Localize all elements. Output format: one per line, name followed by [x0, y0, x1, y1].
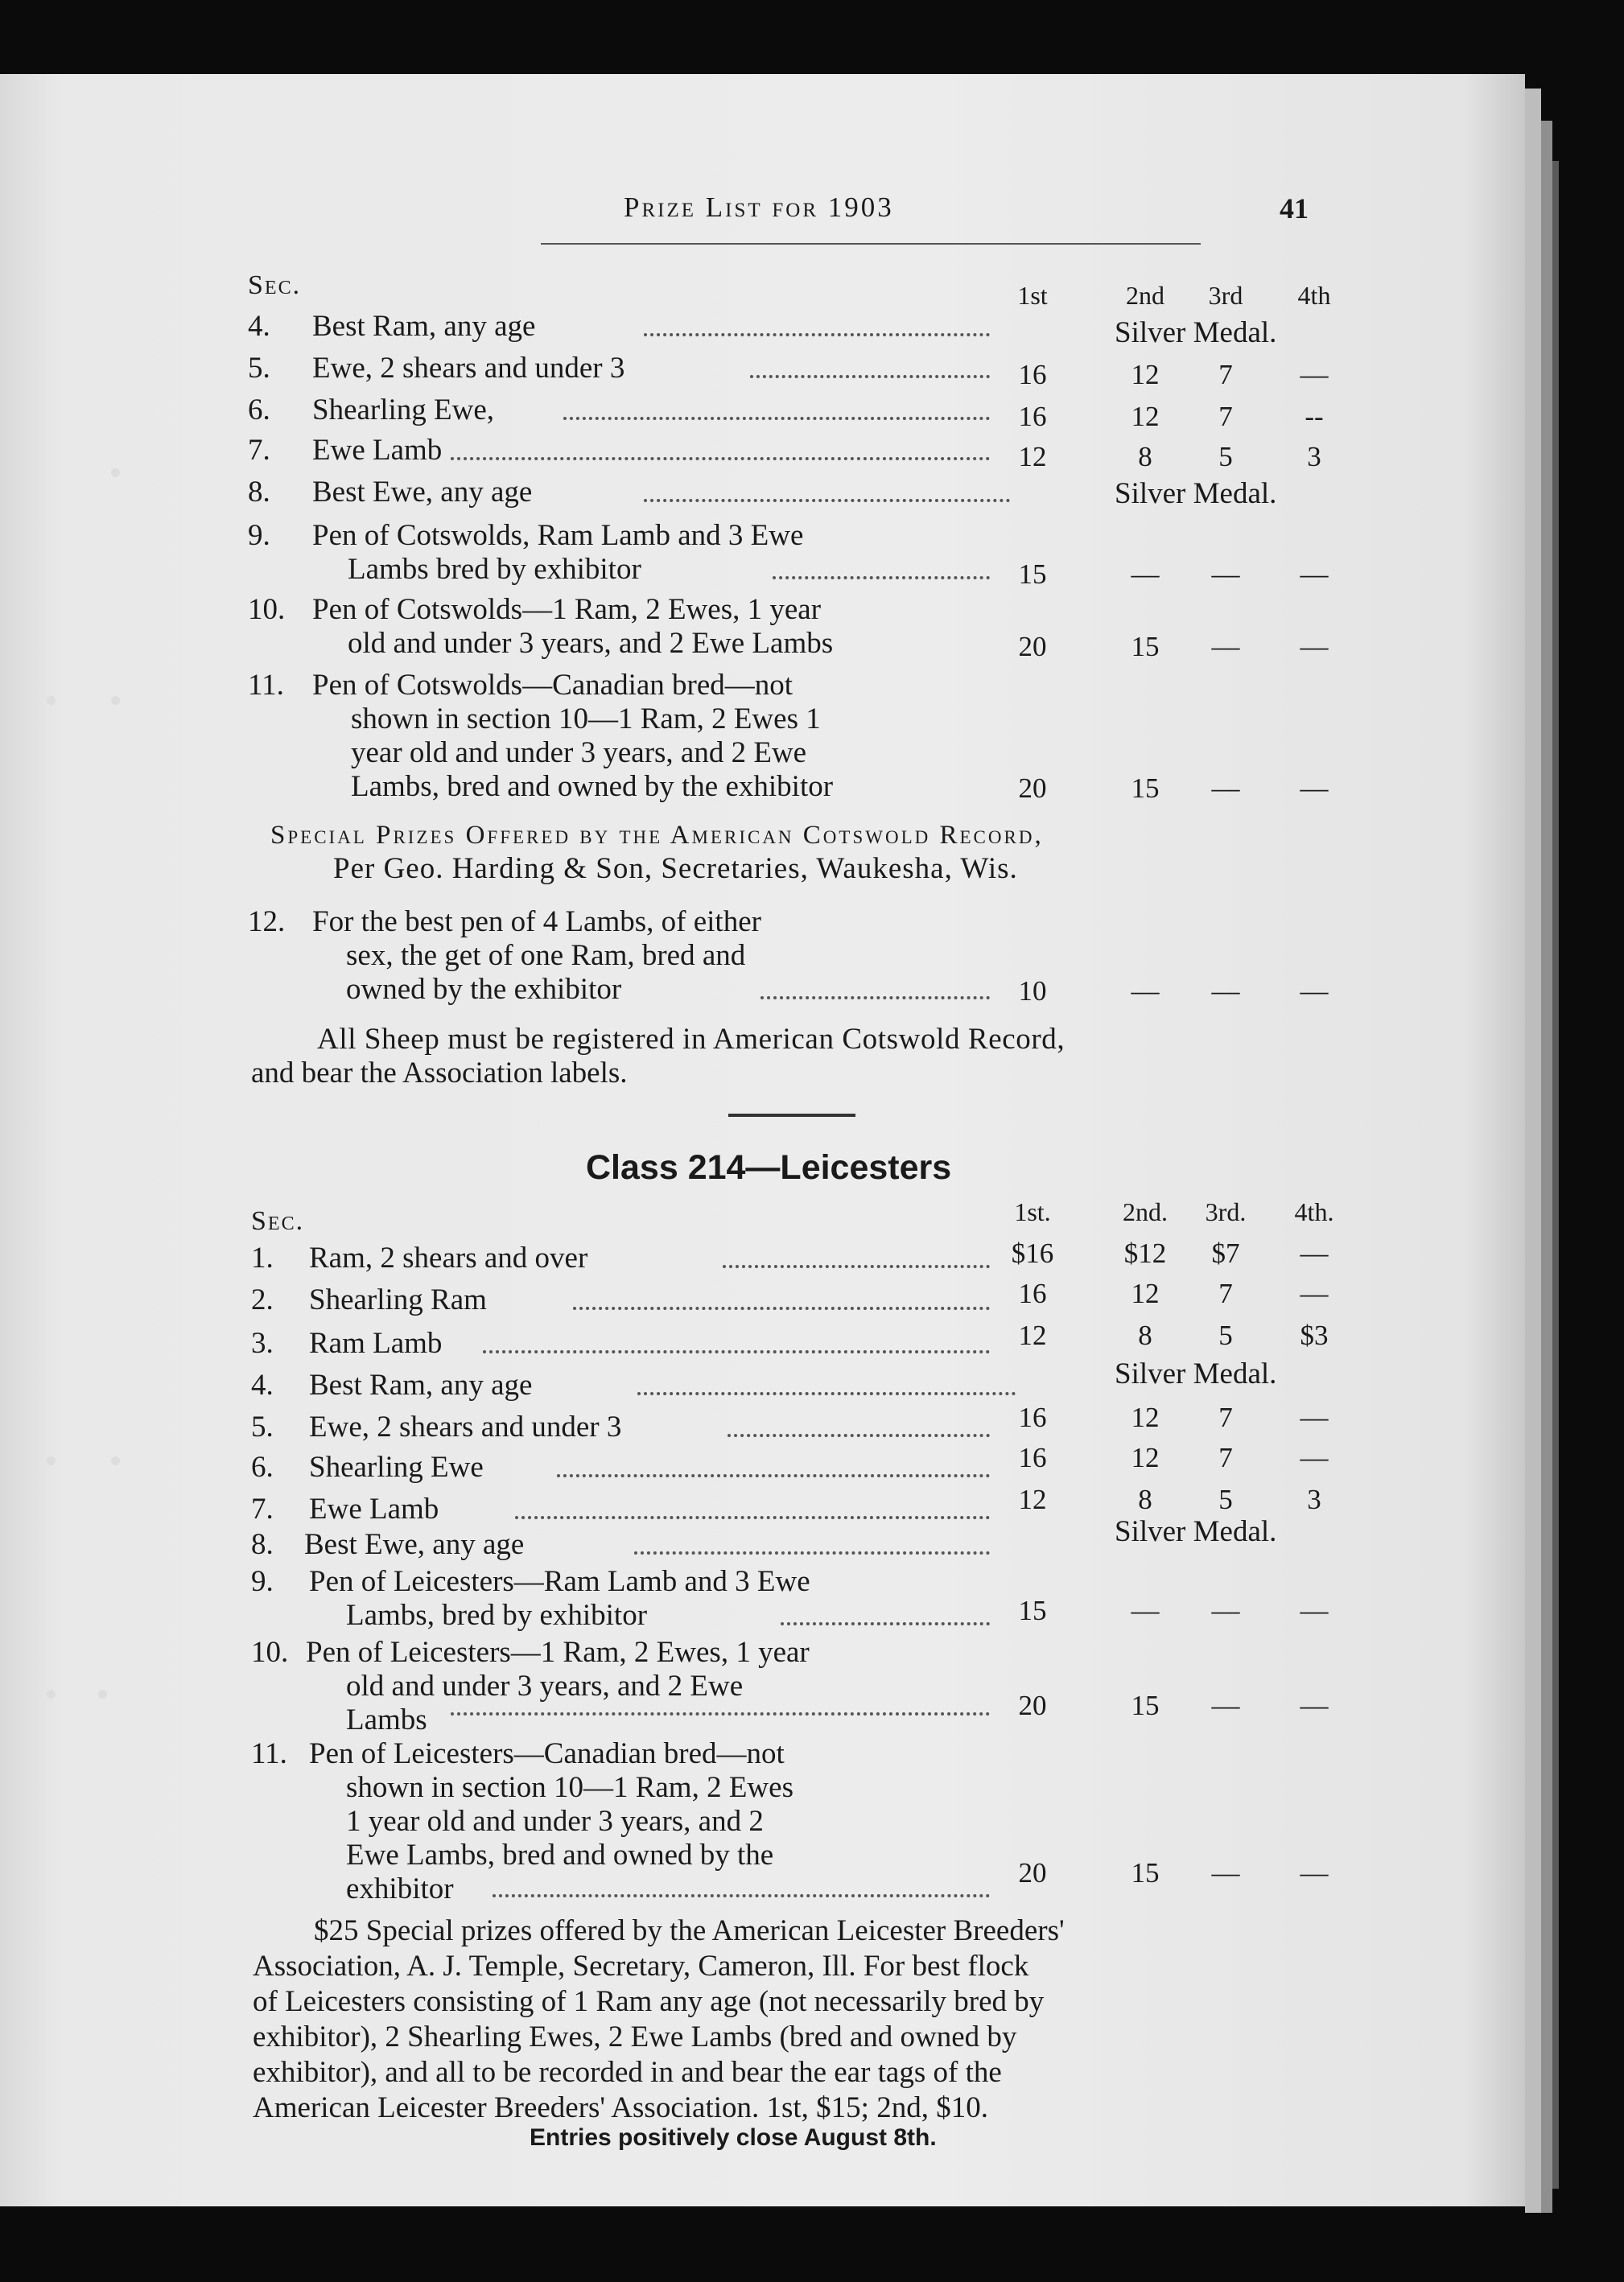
section-number: 6.: [248, 393, 270, 426]
dot-leader: [563, 410, 990, 420]
prize-4th: 3: [1307, 1484, 1321, 1515]
entry-description-line: shown in section 10—1 Ram, 2 Ewes: [346, 1771, 793, 1804]
section-number: 8.: [251, 1528, 274, 1561]
section-number: 3.: [251, 1327, 274, 1360]
section-number: 5.: [251, 1411, 274, 1444]
prize-2nd: 12: [1131, 1442, 1160, 1473]
entry-description: Ewe Lamb: [309, 1493, 439, 1526]
prize-1st: 15: [1018, 1595, 1047, 1626]
entry-description-line: Lambs bred by exhibitor: [348, 553, 641, 586]
prize-2nd: —: [1131, 975, 1160, 1007]
prize-3rd: $7: [1211, 1238, 1240, 1269]
prize-4th: —: [1300, 1278, 1329, 1309]
entry-description-line: Pen of Leicesters—1 Ram, 2 Ewes, 1 year: [306, 1636, 810, 1669]
prize-1st: 15: [1018, 558, 1047, 590]
prize-3rd: 7: [1218, 359, 1233, 390]
entry-description-line: 1 year old and under 3 years, and 2: [346, 1805, 764, 1838]
column-header-1st: 1st: [1017, 281, 1048, 310]
silver-medal: Silver Medal.: [1115, 316, 1277, 349]
prize-2nd: 15: [1131, 1690, 1160, 1721]
entry-description: Ewe, 2 shears and under 3: [309, 1411, 622, 1444]
registration-note-cont: and bear the Association labels.: [251, 1057, 628, 1090]
dot-leader: [573, 1300, 990, 1310]
running-head: Prize List for 1903: [624, 192, 894, 223]
prize-3rd: —: [1211, 772, 1240, 804]
prize-4th: —: [1300, 772, 1329, 804]
page-edge: [1552, 161, 1559, 2189]
prize-3rd: 7: [1218, 1442, 1233, 1473]
section-number: 11.: [251, 1737, 287, 1770]
prize-2nd: 12: [1131, 359, 1160, 390]
entry-description-line: sex, the get of one Ram, bred and: [346, 939, 746, 972]
prize-1st: 12: [1018, 1484, 1047, 1515]
section-number: 2.: [251, 1283, 274, 1316]
prize-1st: 20: [1018, 1857, 1047, 1889]
prize-2nd: —: [1131, 558, 1160, 590]
dot-leader: [451, 1706, 990, 1716]
entry-description-line: Lambs: [346, 1703, 427, 1736]
section-number: 9.: [251, 1565, 274, 1598]
entries-close-notice: Entries positively close August 8th.: [530, 2124, 937, 2151]
entry-description-line: shown in section 10—1 Ram, 2 Ewes 1: [351, 702, 821, 735]
margin-speck: [111, 468, 120, 477]
prize-2nd: —: [1131, 1595, 1160, 1626]
entry-description: Best Ewe, any age: [312, 476, 533, 509]
entry-description: Best Ewe, any age: [304, 1528, 525, 1561]
column-header-3rd: 3rd: [1208, 281, 1243, 310]
page-number: 41: [1280, 192, 1309, 224]
entry-description-line: old and under 3 years, and 2 Ewe: [346, 1670, 744, 1703]
entry-description: Ram, 2 shears and over: [309, 1242, 588, 1275]
prize-1st: 16: [1018, 359, 1047, 390]
entry-description: Shearling Ram: [309, 1283, 487, 1316]
prize-4th: —: [1300, 1238, 1329, 1269]
special-prize-paragraph-line: $25 Special prizes offered by the American Leicester Breeders': [314, 1914, 1065, 1947]
prize-3rd: 7: [1218, 401, 1233, 432]
prize-4th: —: [1300, 1402, 1329, 1433]
entry-description: Shearling Ewe: [309, 1451, 484, 1484]
special-prizes-heading: Special Prizes Offered by the American Cotswold Record,: [270, 821, 1044, 850]
dot-leader: [637, 1386, 1016, 1395]
prize-4th: —: [1300, 1690, 1329, 1721]
class-title: Class 214—Leicesters: [586, 1148, 952, 1187]
entry-description-line: exhibitor: [346, 1872, 454, 1905]
dot-leader: [644, 492, 1010, 502]
dot-leader: [644, 327, 990, 336]
prize-1st: 20: [1018, 772, 1047, 804]
prize-4th: —: [1300, 558, 1329, 590]
prize-4th: —: [1300, 1442, 1329, 1473]
margin-speck: [47, 1456, 56, 1465]
prize-3rd: —: [1211, 1857, 1240, 1889]
prize-1st: 16: [1018, 1442, 1047, 1473]
margin-speck: [98, 1690, 107, 1699]
dot-leader: [557, 1468, 990, 1477]
prize-1st: $16: [1011, 1238, 1054, 1269]
registration-note: All Sheep must be registered in American Cotswold Record,: [317, 1023, 1065, 1056]
dot-leader: [451, 451, 990, 460]
margin-speck: [111, 696, 120, 705]
entry-description-line: Ewe Lambs, bred and owned by the: [346, 1839, 774, 1872]
entry-description-line: Pen of Cotswolds—Canadian bred—not: [312, 669, 793, 702]
entry-description-line: old and under 3 years, and 2 Ewe Lambs: [348, 627, 834, 660]
special-prize-paragraph-line: exhibitor), and all to be recorded in and bear the ear tags of the: [253, 2056, 1002, 2089]
section-number: 10.: [251, 1636, 289, 1669]
entry-description-line: owned by the exhibitor: [346, 973, 622, 1006]
dot-leader: [728, 1427, 990, 1437]
prize-4th: —: [1300, 359, 1329, 390]
dot-leader: [723, 1258, 990, 1268]
column-header-2nd: 2nd: [1126, 281, 1164, 310]
section-number: 1.: [251, 1242, 274, 1275]
column-header-4th: 4th: [1297, 281, 1331, 310]
special-prize-paragraph-line: Association, A. J. Temple, Secretary, Cameron, Ill. For best flock: [253, 1950, 1029, 1983]
section-number: 7.: [251, 1493, 274, 1526]
page-edge: [1525, 89, 1541, 2213]
prize-3rd: —: [1211, 631, 1240, 662]
prize-2nd: 15: [1131, 1857, 1160, 1889]
prize-2nd: 8: [1138, 1484, 1152, 1515]
prize-1st: 16: [1018, 401, 1047, 432]
prize-4th: —: [1300, 631, 1329, 662]
entry-description-line: Pen of Leicesters—Ram Lamb and 3 Ewe: [309, 1565, 810, 1598]
prize-1st: 16: [1018, 1402, 1047, 1433]
prize-2nd: 12: [1131, 1402, 1160, 1433]
section-number: 4.: [251, 1369, 274, 1402]
margin-speck: [47, 1690, 56, 1699]
dot-leader: [483, 1344, 990, 1353]
section-number: 4.: [248, 310, 270, 343]
entry-description-line: Pen of Cotswolds, Ram Lamb and 3 Ewe: [312, 519, 804, 552]
dot-leader: [750, 369, 990, 378]
entry-description-line: Pen of Leicesters—Canadian bred—not: [309, 1737, 785, 1770]
silver-medal: Silver Medal.: [1115, 477, 1277, 510]
column-header-3rd: 3rd.: [1205, 1197, 1247, 1226]
entry-description-line: For the best pen of 4 Lambs, of either: [312, 905, 761, 938]
entry-description-line: Pen of Cotswolds—1 Ram, 2 Ewes, 1 year: [312, 593, 822, 626]
prize-3rd: 5: [1218, 1320, 1233, 1351]
silver-medal: Silver Medal.: [1115, 1357, 1277, 1390]
prize-1st: 16: [1018, 1278, 1047, 1309]
prize-3rd: —: [1211, 975, 1240, 1007]
prize-1st: 20: [1018, 631, 1047, 662]
column-header-1st: 1st.: [1014, 1197, 1051, 1226]
section-number: 11.: [248, 669, 284, 702]
section-number: 7.: [248, 434, 270, 467]
dot-leader: [515, 1510, 990, 1519]
prize-3rd: —: [1211, 558, 1240, 590]
section-number: 8.: [248, 476, 270, 509]
dot-leader: [781, 1616, 990, 1625]
entry-description: Shearling Ewe,: [312, 393, 495, 426]
entry-description: Ram Lamb: [309, 1327, 443, 1360]
prize-4th: $3: [1300, 1320, 1329, 1351]
entry-description: Best Ram, any age: [309, 1369, 533, 1402]
silver-medal: Silver Medal.: [1115, 1515, 1277, 1548]
dot-leader: [634, 1545, 990, 1555]
prize-2nd: 15: [1131, 772, 1160, 804]
prize-4th: 3: [1307, 441, 1321, 472]
page-edge: [1541, 121, 1552, 2213]
column-header-2nd: 2nd.: [1123, 1197, 1168, 1226]
entry-description: Best Ram, any age: [312, 310, 536, 343]
prize-3rd: 7: [1218, 1402, 1233, 1433]
prize-4th: —: [1300, 975, 1329, 1007]
prize-3rd: —: [1211, 1690, 1240, 1721]
special-prize-paragraph-line: of Leicesters consisting of 1 Ram any age (not necessarily bred by: [253, 1985, 1045, 2018]
entry-description: Ewe Lamb: [312, 434, 443, 467]
special-prize-paragraph-line: American Leicester Breeders' Association. 1st, $15; 2nd, $10.: [253, 2091, 988, 2124]
prize-3rd: 5: [1218, 441, 1233, 472]
prize-2nd: $12: [1123, 1238, 1167, 1269]
prize-2nd: 8: [1138, 1320, 1152, 1351]
dot-leader: [760, 990, 990, 999]
prize-1st: 10: [1018, 975, 1047, 1007]
prize-4th: --: [1305, 401, 1324, 432]
prize-2nd: 12: [1131, 1278, 1160, 1309]
sec-label: Sec.: [251, 1206, 305, 1236]
entry-description-line: year old and under 3 years, and 2 Ewe: [351, 736, 807, 769]
prize-3rd: 7: [1218, 1278, 1233, 1309]
section-separator: [728, 1114, 855, 1117]
prize-4th: —: [1300, 1595, 1329, 1626]
prize-3rd: —: [1211, 1595, 1240, 1626]
margin-speck: [47, 696, 56, 705]
margin-speck: [111, 1456, 120, 1465]
section-number: 10.: [248, 593, 286, 626]
prize-1st: 20: [1018, 1690, 1047, 1721]
section-number: 5.: [248, 352, 270, 385]
dot-leader: [773, 570, 990, 579]
prize-1st: 12: [1018, 1320, 1047, 1351]
entry-description-line: Lambs, bred by exhibitor: [346, 1599, 648, 1632]
special-prizes-subheading: Per Geo. Harding & Son, Secretaries, Waukesha, Wis.: [333, 852, 1018, 885]
entry-description-line: Lambs, bred and owned by the exhibitor: [351, 770, 834, 803]
prize-2nd: 15: [1131, 631, 1160, 662]
column-header-4th: 4th.: [1294, 1197, 1334, 1226]
section-number: 12.: [248, 905, 286, 938]
section-number: 6.: [251, 1451, 274, 1484]
prize-4th: —: [1300, 1857, 1329, 1889]
special-prize-paragraph-line: exhibitor), 2 Shearling Ewes, 2 Ewe Lambs (bred and owned by: [253, 2020, 1017, 2053]
entry-description: Ewe, 2 shears and under 3: [312, 352, 625, 385]
dot-leader: [493, 1888, 990, 1897]
header-rule: [541, 243, 1201, 245]
prize-3rd: 5: [1218, 1484, 1233, 1515]
prize-1st: 12: [1018, 441, 1047, 472]
page-header: [241, 192, 1328, 240]
sec-label: Sec.: [248, 270, 302, 300]
section-number: 9.: [248, 519, 270, 552]
prize-2nd: 8: [1138, 441, 1152, 472]
prize-2nd: 12: [1131, 401, 1160, 432]
